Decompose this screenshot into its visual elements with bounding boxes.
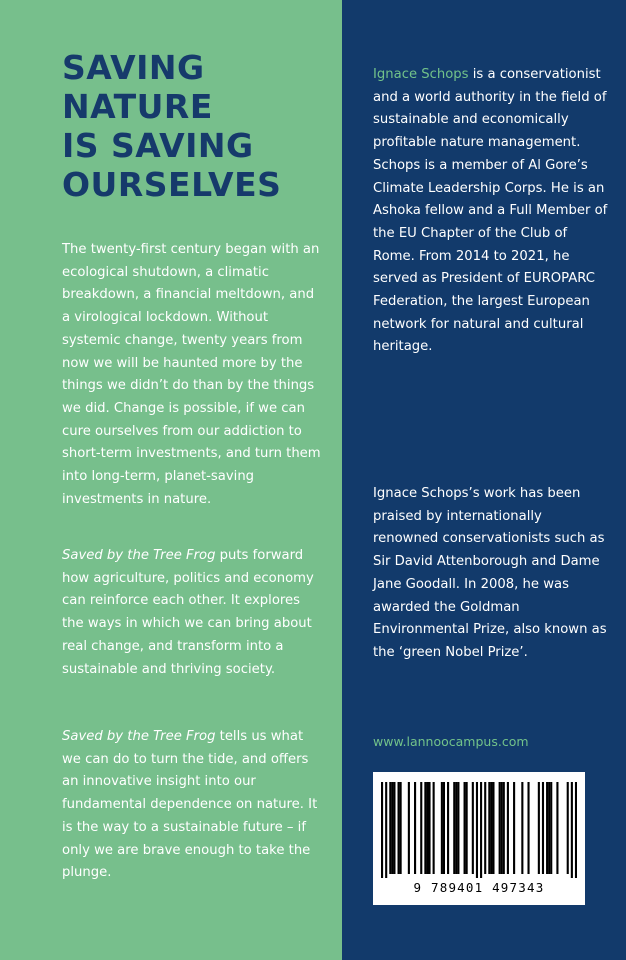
- barcode-bar: [513, 782, 515, 874]
- author-name: Ignace Schops: [373, 67, 469, 82]
- back-cover-right-panel: [342, 0, 626, 960]
- cover-title: [62, 48, 332, 204]
- book-title-italic: Saved by the Tree Frog: [62, 729, 216, 744]
- barcode-bar: [455, 782, 457, 874]
- title-line-2: NATURE: [62, 87, 213, 126]
- barcode-bar: [542, 782, 544, 874]
- barcode-bar: [571, 782, 573, 878]
- barcode-bar: [381, 782, 383, 878]
- barcode-bar: [398, 782, 400, 874]
- barcode-bar: [488, 782, 490, 874]
- barcode-bar: [567, 782, 569, 874]
- barcode-bar: [391, 782, 393, 874]
- barcode-bar: [466, 782, 468, 874]
- barcode-bar: [480, 782, 482, 878]
- barcode-bar: [441, 782, 443, 874]
- barcode-bars: [381, 782, 577, 878]
- barcode-bar: [548, 782, 550, 874]
- barcode-bar: [408, 782, 410, 874]
- isbn-number: 9 789401 497343: [413, 880, 545, 895]
- barcode-bar: [556, 782, 558, 874]
- barcode-bar: [433, 782, 435, 874]
- author-bio-paragraph-1: [373, 64, 608, 359]
- barcode-bar: [499, 782, 501, 874]
- barcode-bar: [443, 782, 445, 874]
- barcode-bar: [507, 782, 509, 874]
- author-bio-paragraph-2: Ignace Schops’s work has been praised by internationally renowned conservationists such as Sir David Attenborough and Dame Jane Goodall. In 2008, he was awarded the Goldman Environmental Prize, also known as the ‘green Nobel Prize’.: [373, 486, 607, 660]
- barcode-bar: [424, 782, 426, 874]
- book-title-italic: Saved by the Tree Frog: [62, 548, 216, 563]
- barcode-bar: [476, 782, 478, 878]
- barcode-bar: [490, 782, 492, 874]
- title-line-3: IS SAVING: [62, 126, 254, 165]
- barcode-bar: [527, 782, 529, 874]
- barcode-bar: [521, 782, 523, 874]
- publisher-website-link[interactable]: www.lannoocampus.com: [373, 734, 529, 749]
- barcode-bar: [501, 782, 503, 874]
- barcode-bar: [550, 782, 552, 874]
- title-line-1: SAVING: [62, 48, 205, 87]
- blurb-paragraph-2-text: puts forward how agriculture, politics and economy can reinforce each other. It explores the ways in which we can bring about real change, and transform into a sustainable and thriving society.: [62, 548, 314, 677]
- barcode-bar: [400, 782, 402, 874]
- barcode-bar: [420, 782, 422, 874]
- barcode-bar: [385, 782, 387, 878]
- blurb-paragraph-3: [62, 726, 322, 885]
- barcode-bar: [575, 782, 577, 878]
- barcode-bar: [389, 782, 391, 874]
- barcode-bar: [503, 782, 505, 874]
- blurb-paragraph-3-text: tells us what we can do to turn the tide, and offers an innovative insight into our fundamental dependence on nature. It is the way to a sustainable future – if only we are brave enough to take the plunge.: [62, 729, 318, 881]
- barcode-bar: [447, 782, 449, 874]
- barcode-bar: [426, 782, 428, 874]
- barcode-bar: [453, 782, 455, 874]
- barcode-bar: [393, 782, 395, 874]
- barcode-bar: [414, 782, 416, 874]
- isbn-barcode: [373, 772, 585, 905]
- barcode-bar: [492, 782, 494, 874]
- blurb-paragraph-2: [62, 545, 322, 681]
- barcode-bar: [428, 782, 430, 874]
- blurb-paragraph-1: The twenty-first century began with an ecological shutdown, a climatic breakdown, a financial meltdown, and a virological lockdown. Without systemic change, twenty years from now we will be haunted more by the things we didn’t do than by the things we did. Change is possible, if we can cure ourselves from our addiction to short-term investments, and turn them into long-term, planet-saving investments in nature.: [62, 242, 321, 507]
- barcode-bar: [538, 782, 540, 874]
- barcode-bar: [464, 782, 466, 874]
- author-bio-text: is a conservationist and a world authority in the field of sustainable and economically profitable nature management. Schops is a member of Al Gore’s Climate Leadership Corps. He is an Ashoka fellow and a Full Member of the EU Chapter of the Club of Rome. From 2014 to 2021, he served as President of EUROPARC Federation, the largest European network for natural and cultural heritage.: [373, 67, 608, 355]
- barcode-bar: [472, 782, 474, 874]
- barcode-bar: [457, 782, 459, 874]
- title-line-4: OURSELVES: [62, 165, 282, 204]
- barcode-bar: [484, 782, 486, 874]
- barcode-bar: [546, 782, 548, 874]
